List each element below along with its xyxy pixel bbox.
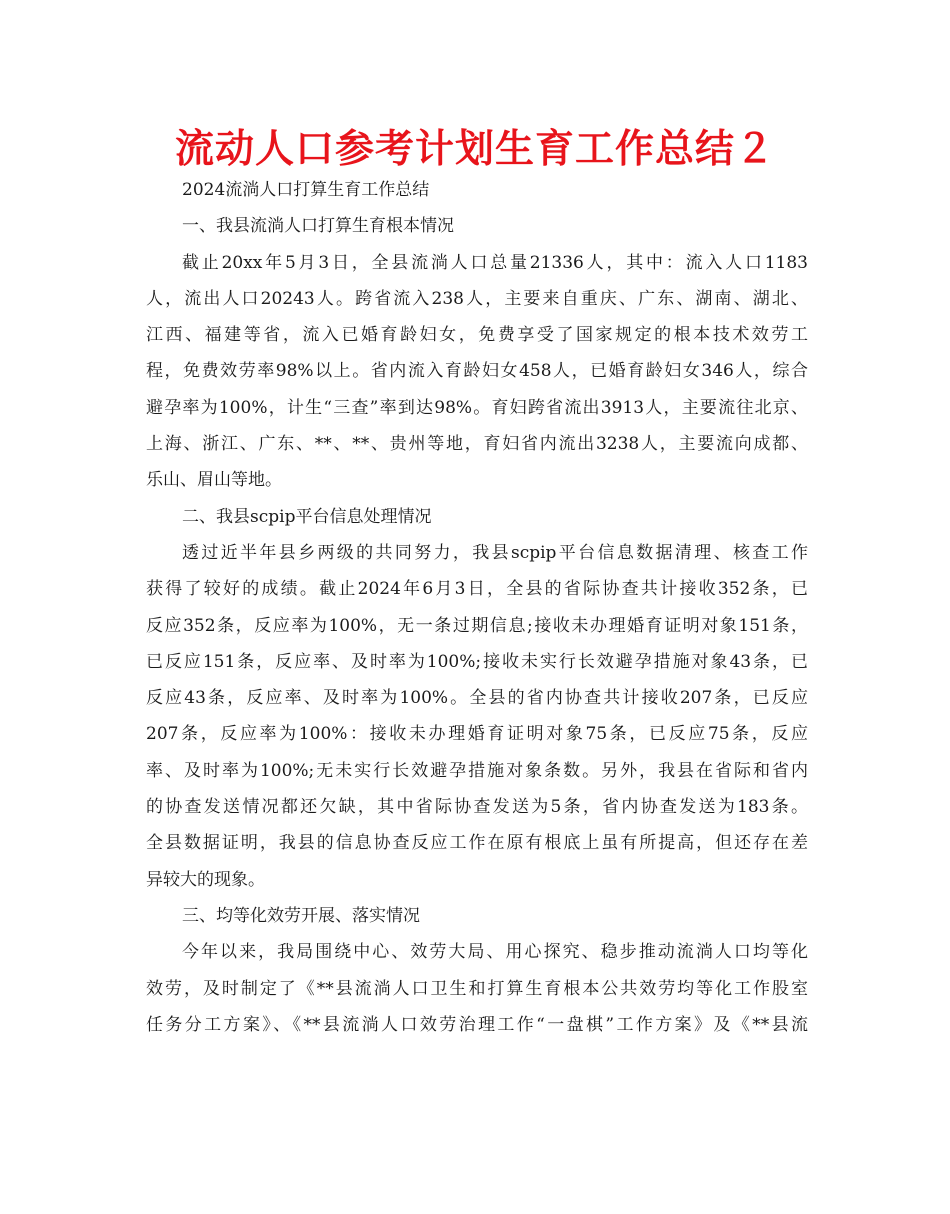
paragraph-line: 效劳，及时制定了《**县流淌人口卫生和打算生育根本公共效劳均等化工作股室 xyxy=(146,978,808,999)
paragraph-line: 江西、福建等省，流入已婚育龄妇女，免费享受了国家规定的根本技术效劳工 xyxy=(146,325,808,346)
section-heading-1: 一、我县流淌人口打算生育根本情况 xyxy=(182,216,454,237)
paragraph-line: 程，免费效劳率98%以上。省内流入育龄妇女458人，已婚育龄妇女346人，综合 xyxy=(146,361,808,382)
paragraph-line: 避孕率为100%，计生“三查”率到达98%。育妇跨省流出3913人，主要流往北京、 xyxy=(146,397,808,418)
paragraph-line: 全县数据证明，我县的信息协查反应工作在原有根底上虽有所提高，但还存在差 xyxy=(146,833,808,854)
paragraph-line: 反应43条，反应率、及时率为100%。全县的省内协查共计接收207条，已反应 xyxy=(146,688,808,709)
paragraph-line: 透过近半年县乡两级的共同努力，我县scpip平台信息数据清理、核查工作 xyxy=(182,542,808,563)
paragraph-line: 上海、浙江、广东、**、**、贵州等地，育妇省内流出3238人，主要流向成都、 xyxy=(146,434,808,455)
paragraph-line: 已反应151条，反应率、及时率为100%;接收未实行长效避孕措施对象43条，已 xyxy=(146,651,808,672)
document-body xyxy=(146,172,808,1043)
paragraph-line: 乐山、眉山等地。 xyxy=(146,470,282,491)
paragraph-line: 人，流出人口20243人。跨省流入238人，主要来自重庆、广东、湖南、湖北、 xyxy=(146,288,808,309)
paragraph-line: 今年以来，我局围绕中心、效劳大局、用心探究、稳步推动流淌人口均等化 xyxy=(182,942,808,963)
paragraph-line: 异较大的现象。 xyxy=(146,869,265,890)
paragraph-line: 反应352条，反应率为100%，无一条过期信息;接收未办理婚育证明对象151条， xyxy=(146,615,808,636)
paragraph-line: 的协查发送情况都还欠缺，其中省际协查发送为5条，省内协查发送为183条。 xyxy=(146,797,808,818)
section-heading-3: 三、均等化效劳开展、落实情况 xyxy=(182,905,420,926)
paragraph-line: 207条，反应率为100%：接收未办理婚育证明对象75条，已反应75条，反应 xyxy=(146,724,808,745)
paragraph-line: 截止20xx年5月3日，全县流淌人口总量21336人，其中：流入人口1183 xyxy=(182,252,808,273)
paragraph-line: 率、及时率为100%;无未实行长效避孕措施对象条数。另外，我县在省际和省内 xyxy=(146,760,808,781)
subtitle-line: 2024流淌人口打算生育工作总结 xyxy=(182,180,430,200)
document-title: 流动人口参考计划生育工作总结２ xyxy=(174,127,775,172)
paragraph-line: 获得了较好的成绩。截止2024年6月3日，全县的省际协查共计接收352条，已 xyxy=(146,579,808,600)
section-heading-2: 二、我县scpip平台信息处理情况 xyxy=(182,506,432,527)
paragraph-line: 任务分工方案》、《**县流淌人口效劳治理工作“一盘棋”工作方案》及《**县流 xyxy=(146,1014,808,1035)
